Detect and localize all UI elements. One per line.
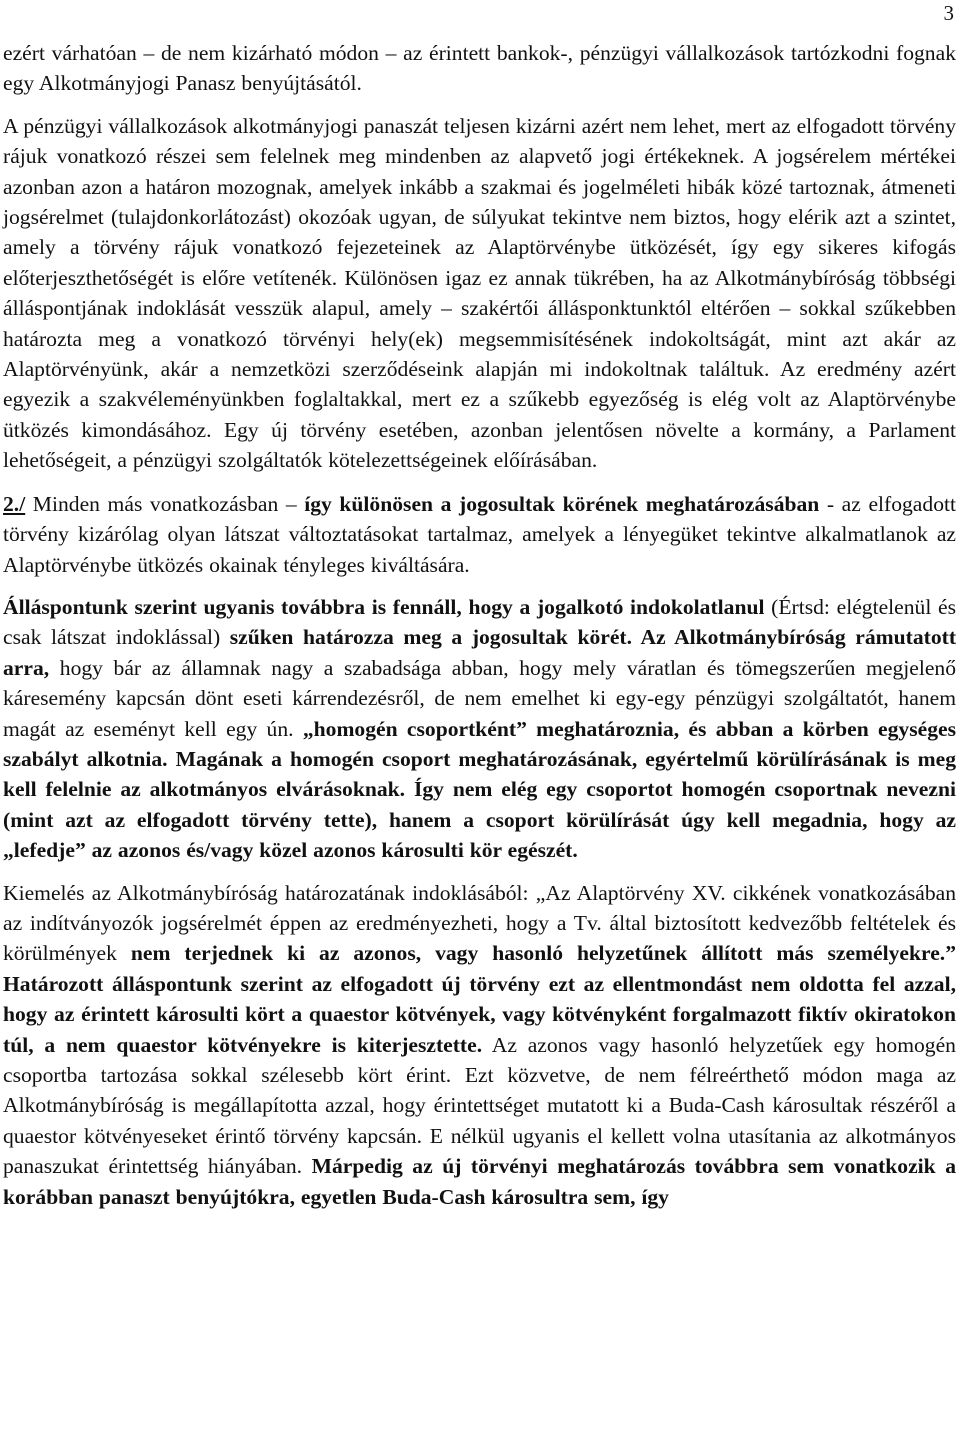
- paragraph-point-2: [3, 489, 956, 580]
- text-run: (Értsd: elégtelenül és csak látszat indoklással): [3, 594, 957, 650]
- paragraph-our-position: [3, 592, 956, 866]
- emphasized-text-run: Márpedig az új törvényi meghatározás továbbra sem vonatkozik a korábban panaszt benyújtókra, egyetlen Buda-Cash károsultra sem, így: [3, 1154, 957, 1209]
- text-run: Az azonos vagy hasonló helyzetűek egy homogén csoportba tartozása sokkal szélesebb kört érint. Ezt közvetve, de nem félreérthető módon maga az Alkotmánybíróság is megállapította azzal, hogy érintettséget mutatott ki a Buda-Cash károsultak részéről a quaestor kötvényeseket érintő törvény kapcsán. E nélkül ugyanis el kellett volna utasítania az alkotmányos panaszukat érintettség hiányában.: [3, 1032, 956, 1179]
- text-run: Kiemelés az Alkotmánybíróság határozatának indoklásából: „Az Alaptörvény XV. cikkének vonatkozásában az indítványozók jogsérelmét éppen az eredményezheti, hogy a Tv. által biztosított kedvezőbb feltételek és körülmények: [3, 880, 956, 966]
- paragraph-highlight-quote: [3, 878, 956, 1212]
- emphasized-text-run: „homogén csoportként” meghatároznia, és abban a körben egységes szabályt alkotnia. Magának a homogén csoport meghatározásának, egyértelmű körülírásának is meg kell felelnie az alkotmányos elvárásoknak. Így nem elég egy csoportot homogén csoportnak nevezni (mint azt az elfogadott törvény tette), hanem a csoport körülírását úgy kell megadnia, hogy az „lefedje” az azonos és/vagy közel azonos károsulti kör egészét.: [3, 716, 956, 863]
- emphasized-text-run: nem terjednek ki az azonos, vagy hasonló helyzetűnek állított más személyekre.” Határozott álláspontunk szerint az elfogadott új törvény ezt az ellentmondást nem oldotta fel azzal, hogy az érintett károsulti kört a quaestor kötvények, vagy kötvényként forgalmazott fiktív okiratokon túl, a nem quaestor kötvényekre is kiterjesztette.: [3, 941, 956, 1057]
- text-run: A pénzügyi vállalkozások alkotmányjogi panaszát teljesen kizárni azért nem lehet, mert az elfogadott törvény rájuk vonatkozó részei sem felelnek meg mindenben az alapvető jogi értékeknek. A jogsérelem mértékei azonban azon a határon mozognak, amelyek inkább a szakmai és jogelméleti hibák közé tartoznak, átmeneti jogsérelmet (tulajdonkorlátozást) okozóak ugyan, de súlyukat tekintve nem biztos, hogy elérik azt a szintet, amely a törvény rájuk vonatkozó fejezeteinek az Alaptörvénybe ütközését, így egy sikeres kifogás előterjeszthetőségét is előre vetítenék. Különösen igaz ez annak tükrében, ha az Alkotmánybíróság többségi álláspontjának indoklását vesszük alapul, amely – szakértői állásponktunktól eltérően – sokkal szűkebben határozta meg a vonatkozó törvényi hely(ek) megsemmisítésének indokoltságát, mint azt akár az Alaptörvényünk, akár a nemzetközi szerződéseink alapján mi indokoltnak találtuk. Az eredmény azért egyezik a szakvéleményünkben foglaltakkal, mert ez a szűkebb egyezőség is elég volt az Alaptörvénybe ütközés kimondásához. Egy új törvény esetében, azonban jelentősen növelte a kormány, a Parlament lehetőségeit, a pénzügyi szolgáltatók kötelezettségeinek előírásában.: [3, 113, 956, 473]
- text-run: ezért várhatóan – de nem kizárható módon – az érintett bankok-, pénzügyi vállalkozások tartózkodni fognak egy Alkotmányjogi Panasz benyújtásától.: [3, 41, 956, 96]
- text-run: hogy bár az államnak nagy a szabadsága abban, hogy mely váratlan és tömegszerűen megjelenő káresemény kapcsán dönt eseti kárrendezésről, de nem emelhet ki egy-egy pénzügyi szolgáltatót, hanem magát az eseményt kell egy ún.: [3, 655, 956, 741]
- text-run: - az elfogadott törvény kizárólag olyan látszat változtatásokat tartalmaz, amelyek a lényegüket tekintve alkalmatlanok az Alaptörvénybe ütközés okainak tényleges kiváltására.: [3, 491, 956, 577]
- page-number: 3: [943, 1, 954, 25]
- emphasized-text-run: így különösen a jogosultak körének meghatározásában: [304, 491, 820, 516]
- emphasized-text-run: Álláspontunk szerint ugyanis továbbra is fennáll, hogy a jogalkotó indokolatlanul: [3, 594, 765, 619]
- paragraph-financial-enterprises: [3, 111, 956, 476]
- emphasized-text-run: 2./: [3, 491, 26, 516]
- text-run: Minden más vonatkozásban –: [25, 491, 305, 516]
- paragraph-intro-continuation: [3, 38, 956, 99]
- emphasized-text-run: szűken határozza meg a jogosultak körét. Az Alkotmánybíróság rámutatott arra,: [3, 625, 957, 680]
